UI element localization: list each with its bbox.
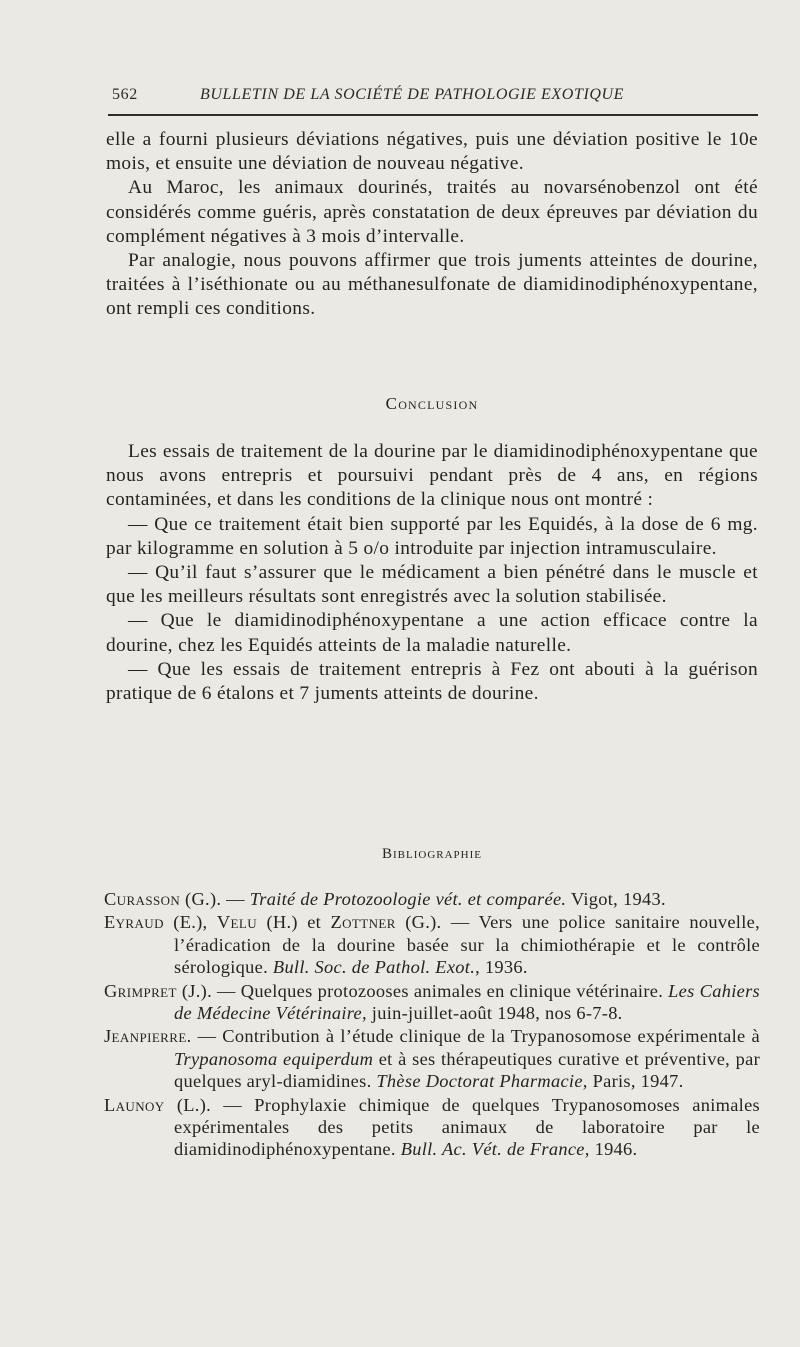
reference-author: Curasson	[104, 889, 181, 909]
conclusion-heading: Conclusion	[385, 394, 479, 413]
reference-author: Eyraud	[104, 912, 164, 933]
reference-author: Grimpret	[104, 980, 177, 1001]
reference-title: Thèse Doctorat Pharmacie,	[376, 1071, 588, 1092]
page-number: 562	[112, 86, 138, 103]
reference-text: . — Contribution à l’étude clinique de la Trypanosomose expérimentale à	[186, 1026, 760, 1047]
reference-author: Zottner	[330, 912, 396, 933]
reference-text: (H.) et	[257, 912, 331, 933]
reference-text: Paris, 1947.	[587, 1071, 684, 1092]
reference-title: Traité de Protozoologie vét. et comparée.	[249, 889, 567, 909]
reference-text: juin-juillet-août 1948, nos 6-7-8.	[366, 1003, 623, 1024]
header-rule	[108, 114, 758, 116]
bibliography-list	[104, 888, 760, 1162]
journal-title: BULLETIN DE LA SOCIÉTÉ DE PATHOLOGIE EXOTIQUE	[200, 86, 625, 103]
conclusion-text	[106, 440, 758, 706]
conclusion-point: — Que les essais de traitement entrepris à Fez ont abouti à la guérison pratique de 6 étalons et 7 juments atteints de dourine.	[106, 658, 758, 705]
conclusion-point: — Qu’il faut s’assurer que le médicament a bien pénétré dans le muscle et que les meilleurs résultats sont enregistrés avec la solution stabilisée.	[106, 562, 758, 608]
paragraph: Par analogie, nous pouvons affirmer que trois juments atteintes de dourine, traitées à l’iséthionate ou au méthanesulfonate de diamidinodiphénoxypentane, ont rempli ces conditions.	[106, 250, 758, 320]
conclusion-point: — Que ce traitement était bien supporté par les Equidés, à la dose de 6 mg. par kilogramme en solution à 5 o/o introduite par injection intramusculaire.	[106, 513, 758, 559]
reference-text: Vigot, 1943.	[566, 889, 666, 909]
paragraph: elle a fourni plusieurs déviations négatives, puis une déviation positive le 10e mois, et ensuite une déviation de nouveau négative.	[106, 129, 758, 175]
reference-item	[104, 911, 760, 978]
reference-item	[104, 888, 760, 910]
bibliography-heading: Bibliographie	[382, 846, 482, 862]
reference-author: Launoy	[104, 1094, 165, 1115]
reference-text: (J.). — Quelques protozooses animales en clinique vétérinaire.	[176, 980, 669, 1001]
reference-item	[104, 1025, 760, 1092]
reference-text: (G.). —	[180, 889, 250, 909]
conclusion-point: — Que le diamidinodiphénoxypentane a une action efficace contre la dourine, chez les Equidés atteints de la maladie naturelle.	[106, 610, 758, 656]
reference-text: et à ses thérapeutiques curative et préventive, par quelques aryl-diamidines.	[174, 1048, 760, 1092]
reference-item	[104, 1094, 760, 1161]
body-text	[106, 128, 758, 322]
reference-title: Bull. Ac. Vét. de France,	[400, 1139, 590, 1160]
reference-text: (E.),	[163, 912, 217, 933]
reference-author: Velu	[216, 912, 258, 933]
conclusion-intro: Les essais de traitement de la dourine par le diamidinodiphénoxypentane que nous avons entrepris et poursuivi pendant près de 4 ans, en régions contaminées, et dans les conditions de la clinique nous ont montré :	[106, 441, 758, 511]
reference-text: , 1936.	[475, 957, 528, 978]
reference-author: Jeanpierre	[104, 1026, 187, 1047]
reference-title: Trypanosoma equiperdum	[174, 1048, 374, 1069]
reference-text: (L.). — Prophylaxie chimique de quelques Trypanosomoses animales expérimentales des petits animaux de laboratoire par le diamidinodiphénoxypentane.	[164, 1094, 760, 1160]
reference-title: Bull. Soc. de Pathol. Exot.	[272, 957, 476, 978]
paragraph: Au Maroc, les animaux dourinés, traités au novarsénobenzol ont été considérés comme guéris, après constatation de deux épreuves par déviation du complément négatives à 3 mois d’intervalle.	[106, 177, 758, 247]
reference-text: (G.). — Vers une police sanitaire nouvelle, l’éradication de la dourine basée sur la chimiothérapie et le contrôle sérologique.	[174, 912, 760, 978]
reference-text: 1946.	[589, 1139, 638, 1160]
reference-item	[104, 980, 760, 1025]
reference-title: Les Cahiers de Médecine Vétérinaire,	[174, 980, 760, 1024]
